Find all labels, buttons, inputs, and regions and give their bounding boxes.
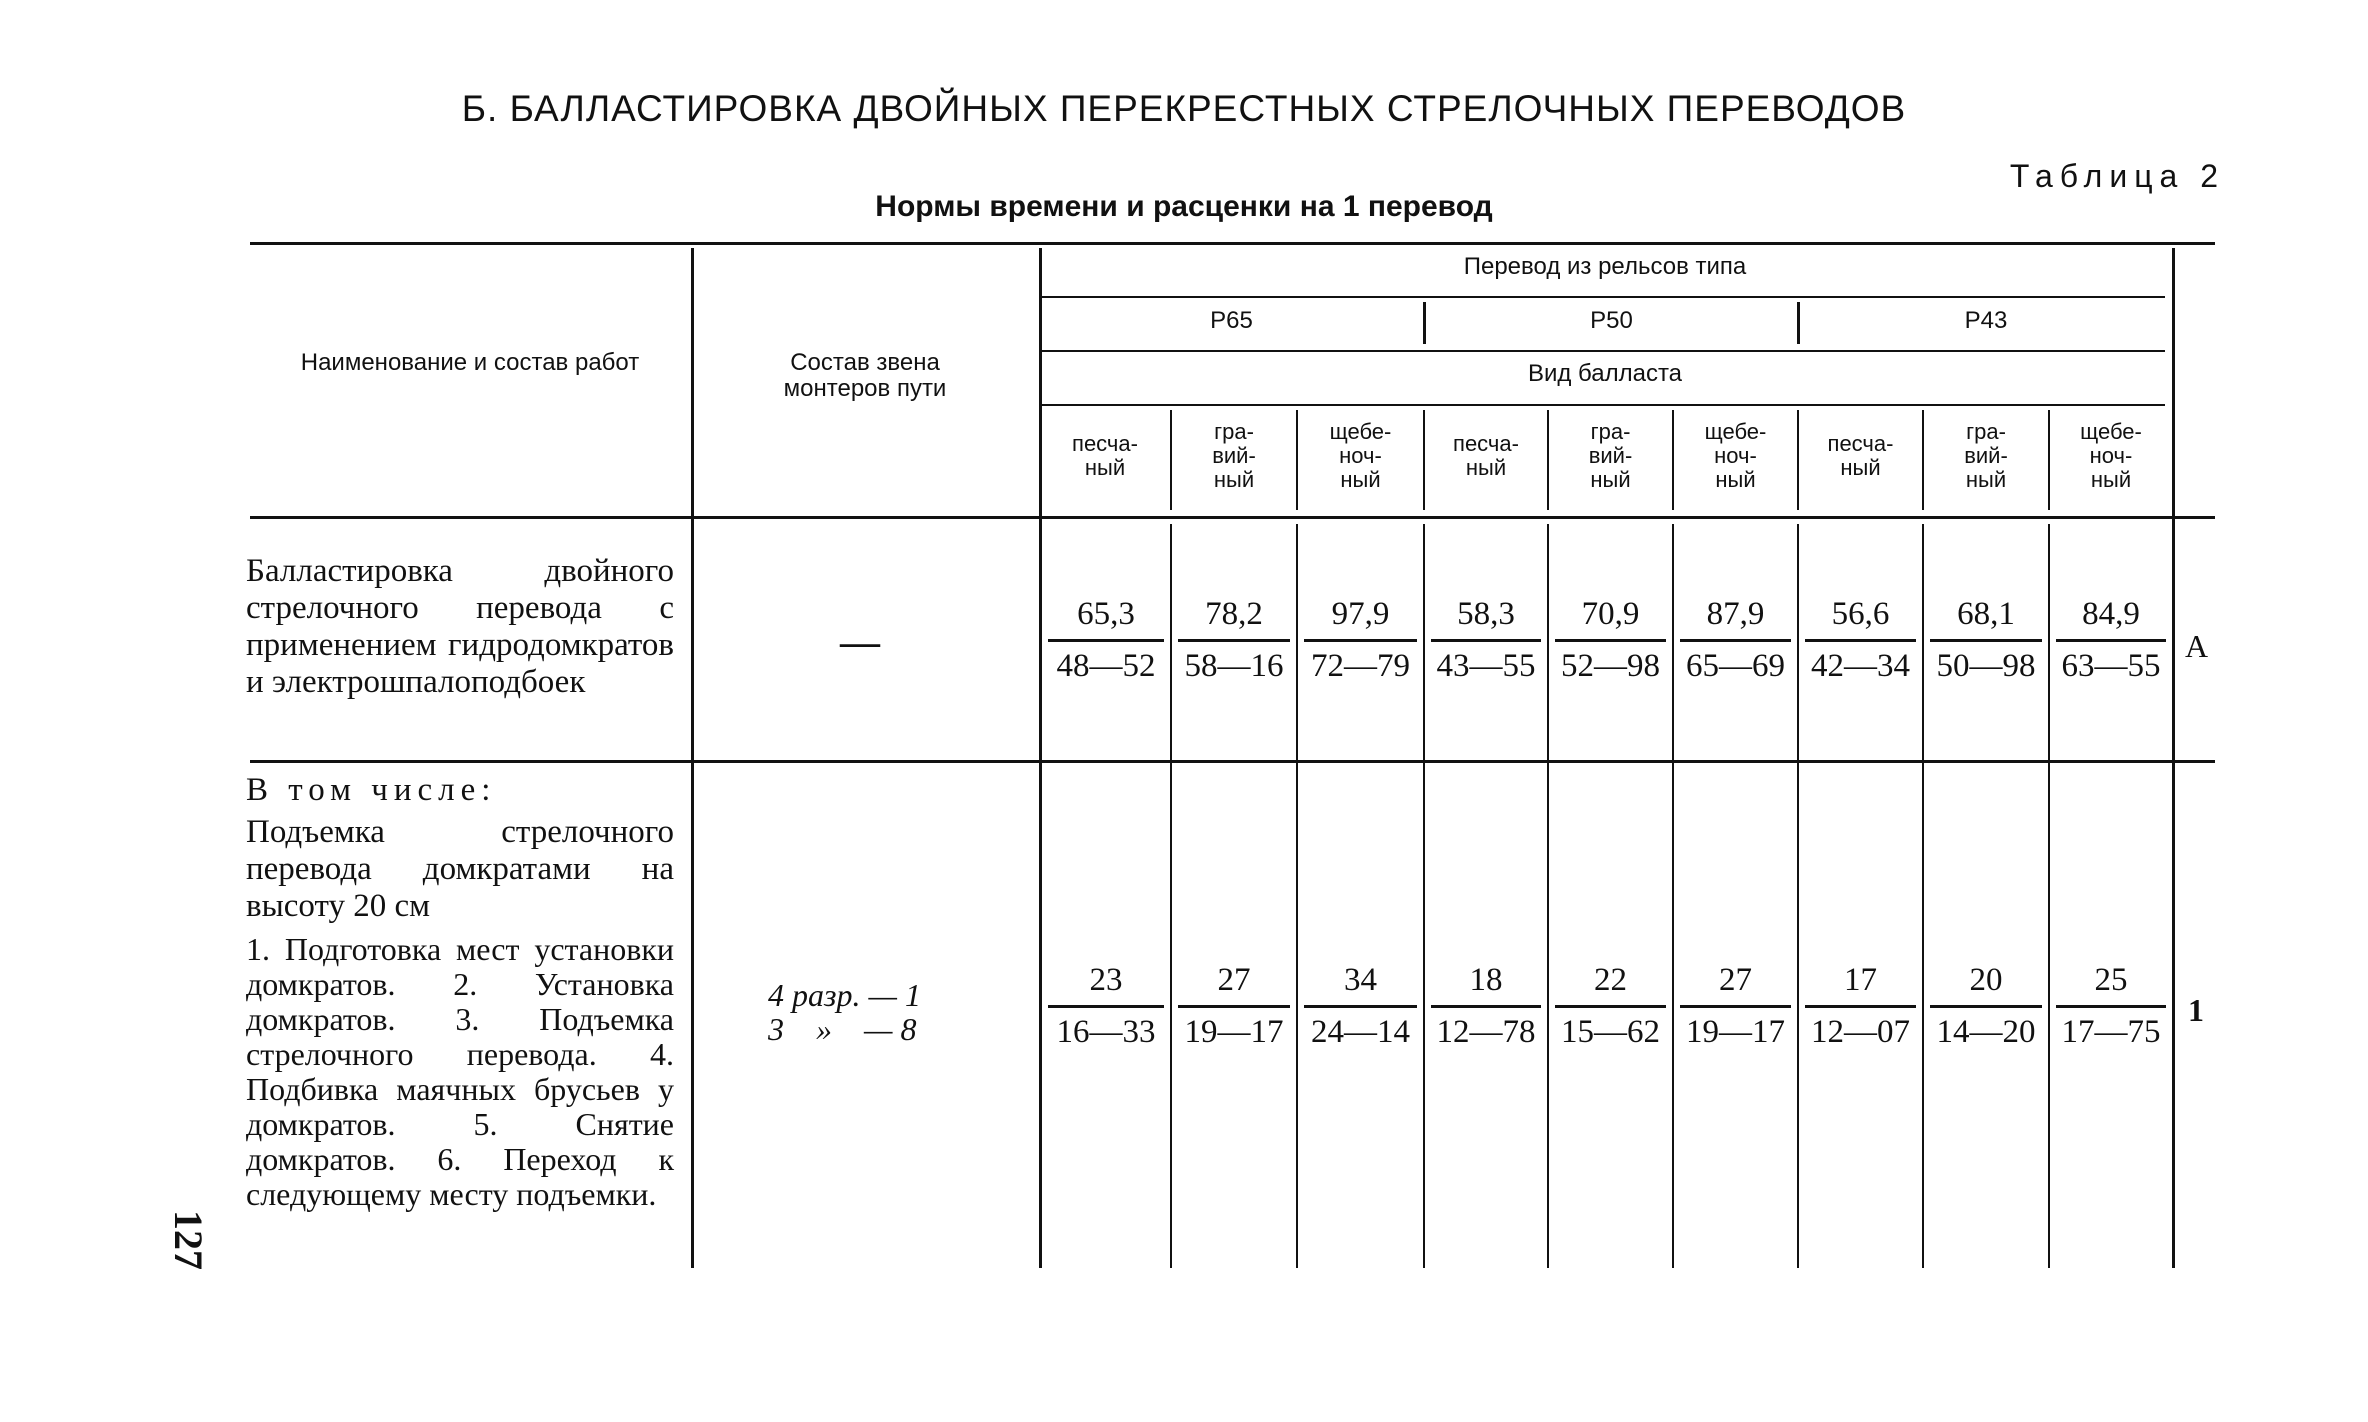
ballast-type-sand-p50: песча- ный — [1453, 431, 1519, 480]
col-name-header: Наименование и состав работ — [300, 349, 640, 376]
row-2-value: 27 19—17 — [1172, 962, 1296, 1051]
row-1-value: 87,9 65—69 — [1674, 596, 1797, 685]
ballast-type-sand-p43: песча- ный — [1827, 431, 1894, 480]
row-2-work-name: Подъемка стрелочного перевода домкратами на высоту 20 см — [246, 814, 674, 924]
col-divider-name — [691, 248, 694, 1268]
row-1-marker: А — [2185, 628, 2209, 664]
row-1-value: 58,3 43—55 — [1425, 596, 1547, 685]
col-divider-crew — [1039, 248, 1042, 1268]
row-2-value: 27 19—17 — [1674, 962, 1797, 1051]
ballast-type-sand-p65: песча- ный — [1072, 431, 1138, 480]
row-1-work-name: Балластировка двойного стрелочного перевода с применением гидродомкратов и электрошпалоподбоек — [246, 553, 674, 700]
header-bottom-rule — [250, 516, 2215, 519]
row-2-marker: 1 — [2188, 992, 2204, 1028]
row-2-value: 25 17—75 — [2050, 962, 2172, 1051]
table-label: Таблица 2 — [2009, 158, 2225, 194]
table-top-rule — [250, 242, 2215, 245]
rail-type-p65: Р65 — [1210, 307, 1253, 334]
row-2-value: 22 15—62 — [1549, 962, 1672, 1051]
ballast-type-gravel-p65: гра- вий- ный — [1212, 419, 1256, 492]
col-crew-header: Состав звена монтеров пути — [783, 349, 947, 402]
rail-type-rule — [1040, 350, 2165, 352]
row-1-value: 84,9 63—55 — [2050, 596, 2172, 685]
row-divider-rule — [250, 760, 2215, 763]
row-2-value: 23 16—33 — [1042, 962, 1170, 1051]
row-1-value: 97,9 72—79 — [1298, 596, 1423, 685]
ballast-type-crushed-p65: щебе- ноч- ный — [1329, 419, 1392, 492]
row-1-value: 70,9 52—98 — [1549, 596, 1672, 685]
group-header-rule — [1040, 296, 2165, 298]
row-2-crew: 4 разр. — 1 3 » — 8 — [768, 977, 921, 1047]
row-2-intro: В том числе: — [246, 772, 497, 808]
row-1-value: 56,6 42—34 — [1799, 596, 1922, 685]
group-header: Перевод из рельсов типа — [1463, 253, 1747, 280]
page-heading: Б. БАЛЛАСТИРОВКА ДВОЙНЫХ ПЕРЕКРЕСТНЫХ СТРЕЛОЧНЫХ ПЕРЕВОДОВ — [461, 88, 1907, 129]
row-2-value: 18 12—78 — [1425, 962, 1547, 1051]
row-2-value: 34 24—14 — [1298, 962, 1423, 1051]
row-2-work-steps: 1. Подготовка мест установки домкратов. 2. Установка домкратов. 3. Подъемка стрелочного перевода. 4. Подбивка маячных брусьев у домкратов. 5. Снятие домкратов. 6. Переход к следующему месту подъемки. — [246, 931, 674, 1212]
table-subtitle: Нормы времени и расценки на 1 перевод — [875, 190, 1493, 223]
row-1-value: 78,2 58—16 — [1172, 596, 1296, 685]
ballast-header: Вид балласта — [1527, 360, 1683, 387]
ballast-type-gravel-p43: гра- вий- ный — [1964, 419, 2008, 492]
row-1-value: 65,3 48—52 — [1042, 596, 1170, 685]
row-2-value: 20 14—20 — [1924, 962, 2048, 1051]
col-divider-marker — [2172, 248, 2175, 1268]
ballast-type-crushed-p43: щебе- ноч- ный — [2080, 419, 2142, 492]
ballast-type-crushed-p50: щебе- ноч- ный — [1704, 419, 1767, 492]
ballast-header-rule — [1040, 404, 2165, 406]
row-2-value: 17 12—07 — [1799, 962, 1922, 1051]
rail-type-p50: Р50 — [1590, 307, 1633, 334]
row-1-crew: — — [840, 619, 880, 664]
ballast-type-gravel-p50: гра- вий- ный — [1588, 419, 1633, 492]
row-1-value: 68,1 50—98 — [1924, 596, 2048, 685]
rail-type-p43: Р43 — [1964, 307, 2008, 334]
page-number: 127 — [166, 1210, 211, 1270]
